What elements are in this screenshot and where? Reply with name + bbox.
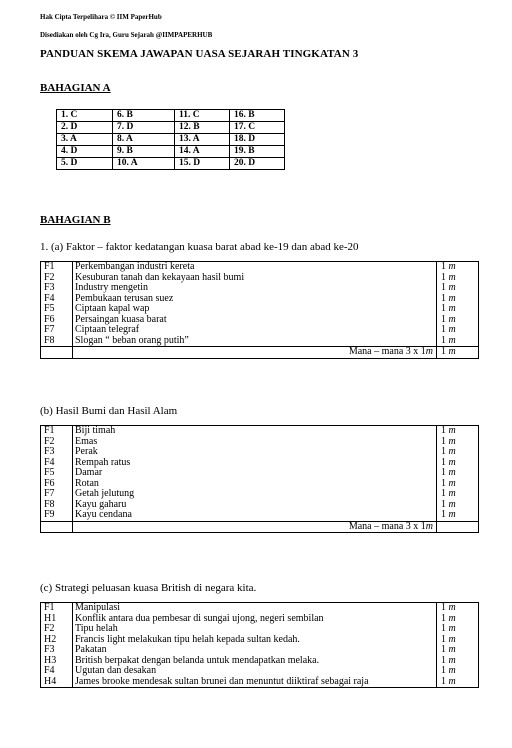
answer-text: Perkembangan industri kereta [73,262,437,273]
question-1a: 1. (a) Faktor – faktor kedatangan kuasa barat abad ke-19 dan abad ke-20 [40,241,359,253]
answer-code: F3 [41,447,73,458]
answer-mark: 1 m [437,656,479,667]
answer-row [41,645,479,656]
answer-code: F8 [41,500,73,511]
mcq-answer-cell: 12. B [175,122,230,134]
answer-mark: 1 m [437,635,479,646]
answer-table-1b [40,425,479,533]
answer-mark: 1 m [437,426,479,437]
answer-mark: 1 m [437,500,479,511]
answer-code: F1 [41,262,73,273]
total-mark: 1 m [437,347,479,359]
mcq-answer-cell: 9. B [113,146,175,158]
answer-mark: 1 m [437,614,479,625]
answer-text: Ugutan dan desakan [73,666,437,677]
answer-row [41,458,479,469]
answer-code: H2 [41,635,73,646]
answer-code: F5 [41,304,73,315]
answer-mark: 1 m [437,304,479,315]
mcq-row [57,110,285,122]
answer-code: F8 [41,336,73,347]
answer-mark: 1 m [437,489,479,500]
mcq-answer-cell: 16. B [230,110,285,122]
mcq-answer-cell: 8. A [113,134,175,146]
mcq-answer-cell: 13. A [175,134,230,146]
answer-row [41,447,479,458]
answer-code: H3 [41,656,73,667]
total-row [41,347,479,359]
answer-text: Damar [73,468,437,479]
answer-text: Kesuburan tanah dan kekayaan hasil bumi [73,273,437,284]
answer-mark: 1 m [437,273,479,284]
answer-text: Emas [73,437,437,448]
answer-text: Persaingan kuasa barat [73,315,437,326]
mcq-answer-cell: 6. B [113,110,175,122]
answer-code: F3 [41,283,73,294]
answer-mark: 1 m [437,315,479,326]
answer-mark: 1 m [437,458,479,469]
answer-mark: 1 m [437,262,479,273]
answer-code: F4 [41,458,73,469]
answer-row [41,262,479,273]
answer-code: F1 [41,603,73,614]
answer-table-1c [40,602,479,688]
mcq-answer-cell: 17. C [230,122,285,134]
total-label: Mana – mana 3 x 1m [73,347,437,359]
answer-table-1a [40,261,479,359]
mcq-answer-cell: 5. D [57,158,113,170]
answer-text: Manipulasi [73,603,437,614]
answer-text: Rempah ratus [73,458,437,469]
mcq-answer-cell: 7. D [113,122,175,134]
mcq-answer-cell: 3. A [57,134,113,146]
mcq-row [57,122,285,134]
answer-text: Biji timah [73,426,437,437]
answer-code: F2 [41,273,73,284]
section-a-heading: BAHAGIAN A [40,82,111,94]
answer-text: Pembukaan terusan suez [73,294,437,305]
mcq-answer-cell: 20. D [230,158,285,170]
mcq-answer-cell: 14. A [175,146,230,158]
mcq-answer-cell: 4. D [57,146,113,158]
mcq-row [57,158,285,170]
total-code-blank [41,347,73,359]
answer-mark: 1 m [437,447,479,458]
answer-row [41,468,479,479]
answer-mark: 1 m [437,479,479,490]
question-1c: (c) Strategi peluasan kuasa British di negara kita. [40,582,257,594]
answer-text: Perak [73,447,437,458]
answer-row [41,437,479,448]
mcq-answer-cell: 15. D [175,158,230,170]
answer-code: F7 [41,489,73,500]
mcq-row [57,134,285,146]
answer-mark: 1 m [437,603,479,614]
answer-text: Konflik antara dua pembesar di sungai ujong, negeri sembilan [73,614,437,625]
total-mark [437,521,479,533]
answer-mark: 1 m [437,624,479,635]
question-1b: (b) Hasil Bumi dan Hasil Alam [40,405,178,417]
prepared-by-line: Disediakan oleh Cg Ira, Guru Sejarah @IIMPAPERHUB [40,31,213,39]
answer-text: Rotan [73,479,437,490]
answer-code: F6 [41,479,73,490]
answer-code: F2 [41,437,73,448]
answer-mark: 1 m [437,336,479,347]
answer-row [41,426,479,437]
answer-code: F1 [41,426,73,437]
mcq-answer-cell: 19. B [230,146,285,158]
answer-code: F2 [41,624,73,635]
answer-row [41,304,479,315]
answer-code: F6 [41,315,73,326]
document-title: PANDUAN SKEMA JAWAPAN UASA SEJARAH TINGKATAN 3 [40,48,359,60]
answer-row [41,666,479,677]
answer-code: F3 [41,645,73,656]
mcq-answer-cell: 2. D [57,122,113,134]
section-a-answer-table [56,109,285,170]
answer-row [41,603,479,614]
mcq-answer-cell: 10. A [113,158,175,170]
answer-row [41,489,479,500]
answer-row [41,624,479,635]
answer-text: Slogan “ beban orang putih” [73,336,437,347]
answer-mark: 1 m [437,468,479,479]
answer-mark: 1 m [437,677,479,688]
answer-code: F5 [41,468,73,479]
answer-row [41,336,479,347]
answer-code: H4 [41,677,73,688]
answer-code: H1 [41,614,73,625]
answer-mark: 1 m [437,294,479,305]
answer-mark: 1 m [437,645,479,656]
total-code-blank [41,521,73,533]
total-row [41,521,479,533]
answer-text: Pakatan [73,645,437,656]
copyright-line: Hak Cipta Terpelihara © IIM PaperHub [40,13,162,21]
answer-code: F4 [41,294,73,305]
answer-mark: 1 m [437,283,479,294]
mcq-answer-cell: 11. C [175,110,230,122]
answer-text: Tipu helah [73,624,437,635]
answer-text: Kayu cendana [73,510,437,521]
answer-row [41,677,479,688]
total-label: Mana – mana 3 x 1m [73,521,437,533]
answer-text: Kayu gaharu [73,500,437,511]
section-b-heading: BAHAGIAN B [40,214,111,226]
answer-mark: 1 m [437,510,479,521]
answer-mark: 1 m [437,437,479,448]
answer-text: James brooke mendesak sultan brunei dan menuntut diiktiraf sebagai raja [73,677,437,688]
answer-text: Getah jelutung [73,489,437,500]
answer-text: Ciptaan kapal wap [73,304,437,315]
answer-text: Industry mengetin [73,283,437,294]
answer-text: Ciptaan telegraf [73,325,437,336]
answer-mark: 1 m [437,666,479,677]
answer-code: F9 [41,510,73,521]
mcq-row [57,146,285,158]
answer-text: Francis light melakukan tipu helah kepada sultan kedah. [73,635,437,646]
mcq-answer-cell: 18. D [230,134,285,146]
answer-row [41,510,479,521]
mcq-answer-cell: 1. C [57,110,113,122]
answer-row [41,325,479,336]
answer-code: F7 [41,325,73,336]
answer-row [41,283,479,294]
answer-code: F4 [41,666,73,677]
answer-mark: 1 m [437,325,479,336]
answer-text: British berpakat dengan belanda untuk mendapatkan melaka. [73,656,437,667]
